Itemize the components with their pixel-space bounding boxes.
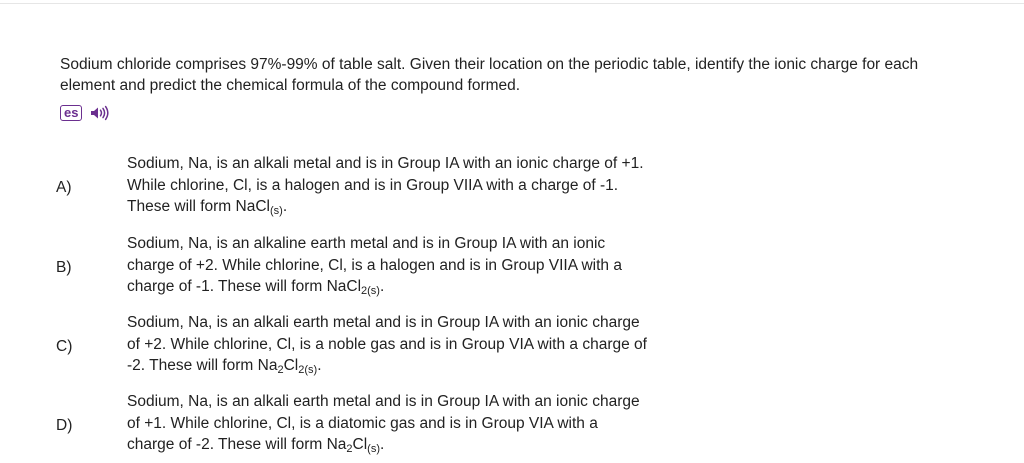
choice-text-b [127,233,672,298]
top-divider [0,3,1024,4]
answer-choice-c[interactable] [0,312,1024,382]
choice-a-formula-subscript: (s) [269,205,283,217]
choice-d-formula-na: Na [326,436,347,453]
question-line-1: Sodium chloride comprises 97%-99% of table salt. Given their location on the periodic table, identify the ionic charge for each [60,56,919,73]
choice-text-a [127,153,672,218]
choice-c-formula-period: . [317,357,322,374]
choice-letter-a: A) [56,179,72,196]
choice-d-formula-prefix: charge of -2. These will form [127,436,327,453]
choice-a-line-2: While chlorine, Cl, is a halogen and is in Group VIIA with a charge of -1. [127,176,619,194]
choice-d-line-2: of +1. While chlorine, Cl, is a diatomic gas and is in Group VIA with a [127,414,598,432]
choice-b-line-2: charge of +2. While chlorine, Cl, is a halogen and is in Group VIIA with a [127,256,622,274]
question-line-2: element and predict the chemical formula of the compound formed. [60,77,521,94]
question-text [60,54,980,96]
choice-b-formula-line [127,276,672,298]
choice-a-formula-period: . [282,198,288,215]
choice-letter-c: C) [56,338,73,355]
speaker-icon[interactable] [89,105,111,121]
choice-c-formula-na: Na [257,357,278,374]
choice-d-formula-cl: Cl [352,436,368,453]
choice-b-formula-period: . [379,278,385,295]
choice-c-formula-na-subscript: 2 [277,364,284,376]
choice-c-formula-cl: Cl [283,357,299,374]
choice-b-formula-subscript: 2(s) [361,285,380,297]
answer-choice-a[interactable] [0,153,1024,223]
choice-d-formula-subscript: (s) [367,443,380,455]
choice-a-line-1: Sodium, Na, is an alkali metal and is in Group IA with an ionic charge of +1. [127,155,644,172]
choice-d-formula-na-subscript: 2 [346,443,353,455]
choice-d-line-1: Sodium, Na, is an alkali earth metal and is in Group IA with an ionic charge [127,393,640,410]
choice-d-formula-line [127,434,672,456]
choice-b-formula-prefix: charge of -1. These will form [127,278,327,295]
choice-text-c [127,312,672,377]
choice-d-formula-period: . [380,436,385,453]
choice-letter-b: B) [56,259,72,276]
choice-letter-d: D) [56,417,73,434]
answer-choice-d[interactable] [0,391,1024,461]
choice-text-d [127,391,672,456]
question-tools [60,104,111,122]
choice-c-line-2: of +2. While chlorine, Cl, is a noble gas and is in Group VIA with a charge of [127,335,647,353]
choice-a-formula: NaCl [235,198,270,215]
choice-c-line-1: Sodium, Na, is an alkali earth metal and is in Group IA with an ionic charge [127,314,640,331]
choice-c-formula-subscript: 2(s) [298,364,318,376]
speaker-icon-svg [89,105,111,121]
spanish-translation-button[interactable]: es [60,105,82,121]
choice-c-formula-line [127,355,672,377]
choice-b-formula: NaCl [326,278,362,295]
choice-c-formula-prefix: -2. These will form [127,357,258,374]
answer-choice-b[interactable] [0,233,1024,303]
choice-b-line-1: Sodium, Na, is an alkaline earth metal and is in Group IA with an ionic [127,235,606,252]
choice-a-formula-prefix: These will form [127,198,236,215]
choice-a-formula-line [127,196,672,218]
